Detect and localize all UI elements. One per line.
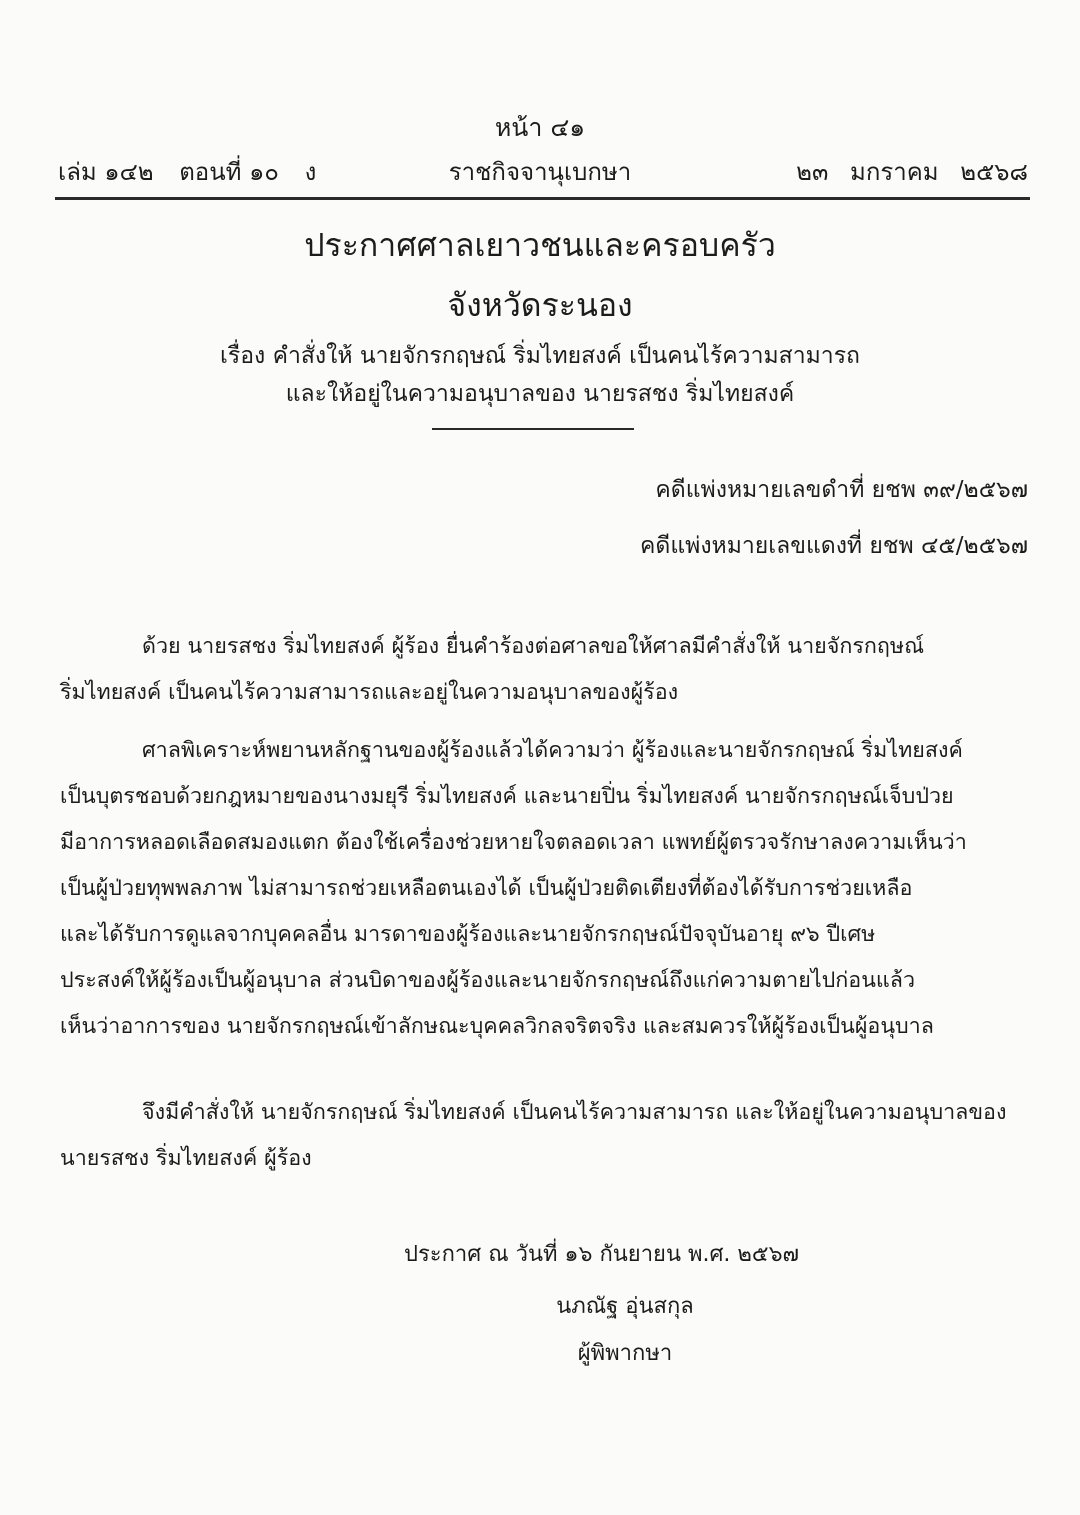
section-letter: ง — [304, 158, 317, 186]
title-divider — [432, 428, 634, 430]
date-year: ๒๕๖๘ — [960, 158, 1028, 186]
issue-number: ตอนที่ ๑๐ — [179, 158, 279, 186]
volume-number: เล่ม ๑๔๒ — [58, 158, 154, 186]
red-case-number: คดีแพ่งหมายเลขแดงที่ ยชพ ๔๕/๒๕๖๗ — [640, 533, 1028, 559]
announcement-date: ประกาศ ณ วันที่ ๑๖ กันยายน พ.ศ. ๒๕๖๗ — [404, 1242, 800, 1267]
paragraph-line: และได้รับการดูแลจากบุคคลอื่น มารดาของผู้ร้องและนายจักรกฤษณ์ปัจจุบันอายุ ๙๖ ปีเศษ — [60, 922, 876, 947]
document-title-province: จังหวัดระนอง — [447, 286, 633, 324]
judge-position: ผู้พิพากษา — [577, 1341, 673, 1366]
paragraph-line: เห็นว่าอาการของ นายจักรกฤษณ์เข้าลักษณะบุคคลวิกลจริตจริง และสมควรให้ผู้ร้องเป็นผู้อนุบาล — [60, 1014, 934, 1039]
header-divider — [55, 197, 1030, 200]
gazette-name: ราชกิจจานุเบกษา — [448, 158, 632, 186]
subject-line-2: และให้อยู่ในความอนุบาลของ นายรสชง ริ่มไทยสงค์ — [285, 381, 795, 407]
paragraph-line: ศาลพิเคราะห์พยานหลักฐานของผู้ร้องแล้วได้ความว่า ผู้ร้องและนายจักรกฤษณ์ ริ่มไทยสงค์ — [142, 738, 963, 763]
paragraph-petition — [60, 624, 1005, 716]
paragraph-line: นายรสชง ริ่มไทยสงค์ ผู้ร้อง — [60, 1146, 312, 1171]
subject-line-1: เรื่อง คำสั่งให้ นายจักรกฤษณ์ ริ่มไทยสงค์ เป็นคนไร้ความสามารถ — [220, 343, 860, 369]
black-case-number: คดีแพ่งหมายเลขดำที่ ยชพ ๓๙/๒๕๖๗ — [655, 477, 1028, 503]
page-number: หน้า ๔๑ — [494, 113, 586, 142]
paragraph-line: มีอาการหลอดเลือดสมองแตก ต้องใช้เครื่องช่วยหายใจตลอดเวลา แพทย์ผู้ตรวจรักษาลงความเห็นว่า — [60, 830, 967, 855]
date-day: ๒๓ — [796, 158, 829, 186]
paragraph-line: เป็นผู้ป่วยทุพพลภาพ ไม่สามารถช่วยเหลือตนเองได้ เป็นผู้ป่วยติดเตียงที่ต้องได้รับการช่วยเหลือ — [60, 876, 913, 901]
paragraph-line: ด้วย นายรสชง ริ่มไทยสงค์ ผู้ร้อง ยื่นคำร้องต่อศาลขอให้ศาลมีคำสั่งให้ นายจักรกฤษณ์ — [142, 634, 925, 659]
paragraph-order — [60, 1090, 1005, 1182]
gazette-date — [782, 152, 1028, 191]
document-title: ประกาศศาลเยาวชนและครอบครัว — [304, 226, 776, 264]
paragraph-findings — [60, 728, 1005, 1050]
date-month: มกราคม — [850, 158, 939, 186]
paragraph-line: ประสงค์ให้ผู้ร้องเป็นผู้อนุบาล ส่วนบิดาของผู้ร้องและนายจักรกฤษณ์ถึงแก่ความตายไปก่อนแล้ว — [60, 968, 916, 993]
paragraph-line: ริ่มไทยสงค์ เป็นคนไร้ความสามารถและอยู่ในความอนุบาลของผู้ร้อง — [60, 680, 679, 705]
judge-name: นภณัฐ อุ่นสกุล — [556, 1294, 694, 1319]
paragraph-line: จึงมีคำสั่งให้ นายจักรกฤษณ์ ริ่มไทยสงค์ เป็นคนไร้ความสามารถ และให้อยู่ในความอนุบาลของ — [142, 1100, 1007, 1125]
paragraph-line: เป็นบุตรชอบด้วยกฎหมายของนางมยุรี ริ่มไทยสงค์ และนายปิ่น ริ่มไทยสงค์ นายจักรกฤษณ์เจ็บป่วย — [60, 784, 954, 809]
